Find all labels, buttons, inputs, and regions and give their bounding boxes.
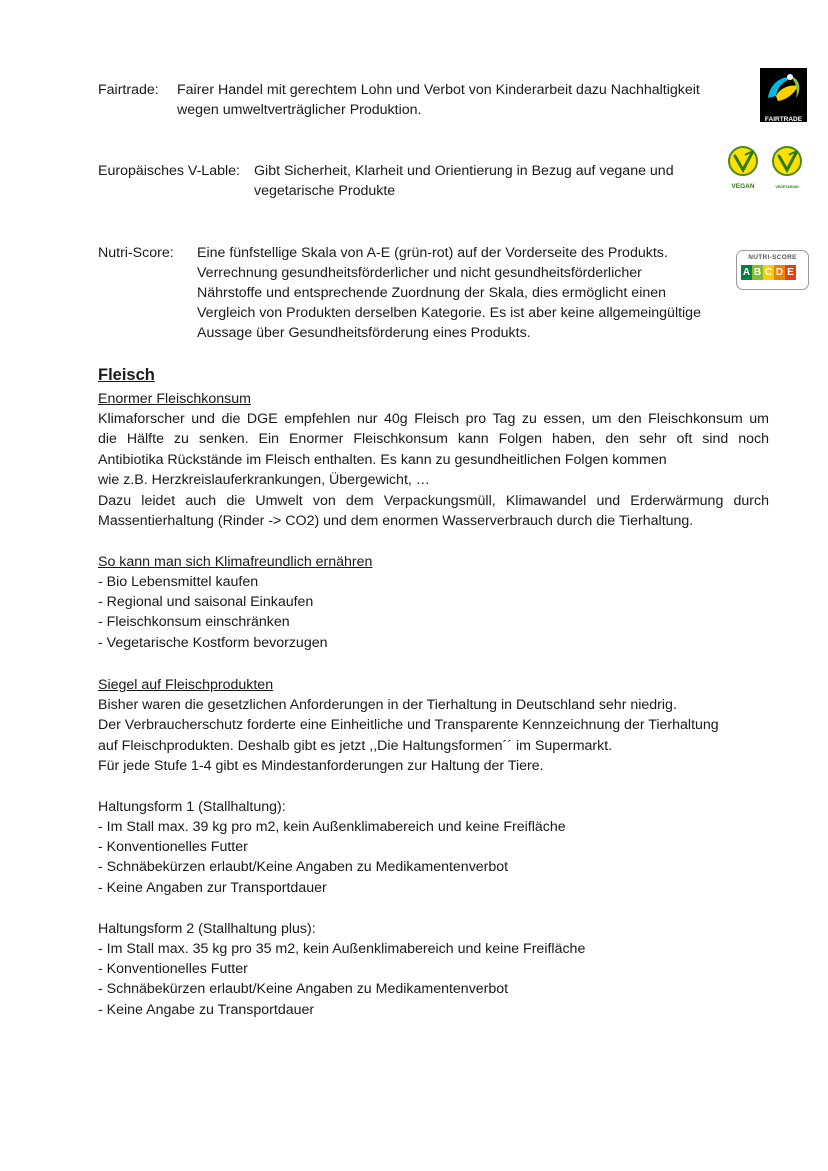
konsum-line-3: Antibiotika Rückstände im Fleisch enthalten. Es kann zu gesundheitlichen Folgen kommen	[98, 452, 667, 468]
fleisch-heading: Fleisch	[98, 366, 155, 384]
nutri-score-grade-b: B	[753, 267, 762, 278]
haltung1-item-4: - Keine Angaben zur Transportdauer	[98, 880, 327, 896]
nutri-score-grades	[741, 265, 808, 280]
vegetarian-logo	[767, 146, 807, 189]
nutri-line-4: Vergleich von Produkten derselben Kategorie. Es ist aber keine allgemeingültige	[197, 305, 701, 321]
haltung1-item-2: - Konventionelles Futter	[98, 839, 248, 855]
konsum-line-1: Klimaforscher und die DGE empfehlen nur 40g Fleisch pro Tag zu essen, um den Fleischkonsum um	[98, 411, 769, 427]
v-label-vegan-icon	[723, 146, 763, 178]
haltung1-item-1: - Im Stall max. 39 kg pro m2, kein Außenklimabereich und keine Freifläche	[98, 819, 566, 835]
konsum-title: Enormer Fleischkonsum	[98, 391, 251, 407]
nutri-score-logo	[736, 250, 809, 290]
nutri-score-grade-c: C	[764, 267, 773, 278]
vegetarian-logo-text: VEGETARIAN	[775, 185, 799, 189]
nutri-score-grade-e: E	[785, 265, 796, 280]
klima-item-3: - Fleischkonsum einschränken	[98, 614, 290, 630]
klima-item-1: - Bio Lebensmittel kaufen	[98, 574, 259, 590]
fairtrade-mark-icon	[760, 68, 807, 110]
v-label-vegetarian-icon	[767, 146, 807, 178]
vlabel-line-1: Gibt Sicherheit, Klarheit und Orientierung in Bezug auf vegane und	[254, 163, 674, 179]
nutri-line-3: Nährstoffe und entsprechende Zuordnung der Skala, dies ermöglicht einen	[197, 285, 667, 301]
konsum-line-6: Massentierhaltung (Rinder -> CO2) und dem enormen Wasserverbrauch durch die Tierhaltung.	[98, 513, 694, 529]
konsum-line-5: Dazu leidet auch die Umwelt von dem Verpackungsmüll, Klimawandel und Erderwärmung durch	[98, 493, 769, 509]
konsum-line-2: die Hälfte zu senken. Ein Enormer Fleischkonsum kann Folgen haben, den sehr oft sind noch	[98, 431, 769, 447]
haltung2-item-2: - Konventionelles Futter	[98, 961, 248, 977]
konsum-line-4: wie z.B. Herzkreislauferkrankungen, Übergewicht, …	[98, 472, 430, 488]
haltung2-item-1: - Im Stall max. 35 kg pro 35 m2, kein Außenklimabereich und keine Freifläche	[98, 941, 586, 957]
haltung1-item-3: - Schnäbekürzen erlaubt/Keine Angaben zu Medikamentenverbot	[98, 859, 509, 875]
fairtrade-line-2: wegen umweltverträglicher Produktion.	[177, 102, 422, 118]
fairtrade-line-1: Fairer Handel mit gerechtem Lohn und Verbot von Kinderarbeit dazu Nachhaltigkeit	[177, 82, 700, 98]
vegan-logo-text: VEGAN	[731, 183, 755, 190]
nutri-label: Nutri-Score:	[98, 245, 174, 261]
nutri-score-title: NUTRI-SCORE	[748, 254, 797, 261]
nutri-score-grade-a: A	[742, 267, 751, 278]
vlabel-line-2: vegetarische Produkte	[254, 183, 396, 199]
vlabel-label: Europäisches V-Lable:	[98, 163, 240, 179]
nutri-line-5: Aussage über Gesundheitsförderung eines Produkts.	[197, 325, 531, 341]
nutri-score-grade-d: D	[775, 267, 784, 278]
haltung1-title: Haltungsform 1 (Stallhaltung):	[98, 799, 286, 815]
fairtrade-label: Fairtrade:	[98, 82, 159, 98]
fairtrade-logo	[760, 68, 807, 122]
siegel-line-4: Für jede Stufe 1-4 gibt es Mindestanforderungen zur Haltung der Tiere.	[98, 758, 544, 774]
haltung2-item-4: - Keine Angabe zu Transportdauer	[98, 1002, 315, 1018]
siegel-line-1: Bisher waren die gesetzlichen Anforderungen in der Tierhaltung in Deutschland sehr niedrig.	[98, 697, 677, 713]
klima-title: So kann man sich Klimafreundlich ernähren	[98, 554, 373, 570]
fairtrade-logo-text: FAIRTRADE	[764, 116, 803, 123]
nutri-line-2: Verrechnung gesundheitsförderlicher und nicht gesundheitsförderlicher	[197, 265, 642, 281]
haltung2-item-3: - Schnäbekürzen erlaubt/Keine Angaben zu Medikamentenverbot	[98, 981, 509, 997]
klima-item-2: - Regional und saisonal Einkaufen	[98, 594, 314, 610]
siegel-title: Siegel auf Fleischprodukten	[98, 677, 274, 693]
klima-item-4: - Vegetarische Kostform bevorzugen	[98, 635, 328, 651]
siegel-line-3: auf Fleischprodukten. Deshalb gibt es jetzt ,,Die Haltungsformen´´ im Supermarkt.	[98, 738, 613, 754]
haltung2-title: Haltungsform 2 (Stallhaltung plus):	[98, 921, 316, 937]
siegel-line-2: Der Verbraucherschutz forderte eine Einheitliche und Transparente Kennzeichnung der Tierhaltung	[98, 717, 719, 733]
vegan-logo	[723, 146, 763, 190]
nutri-line-1: Eine fünfstellige Skala von A-E (grün-rot) auf der Vorderseite des Produkts.	[197, 245, 668, 261]
